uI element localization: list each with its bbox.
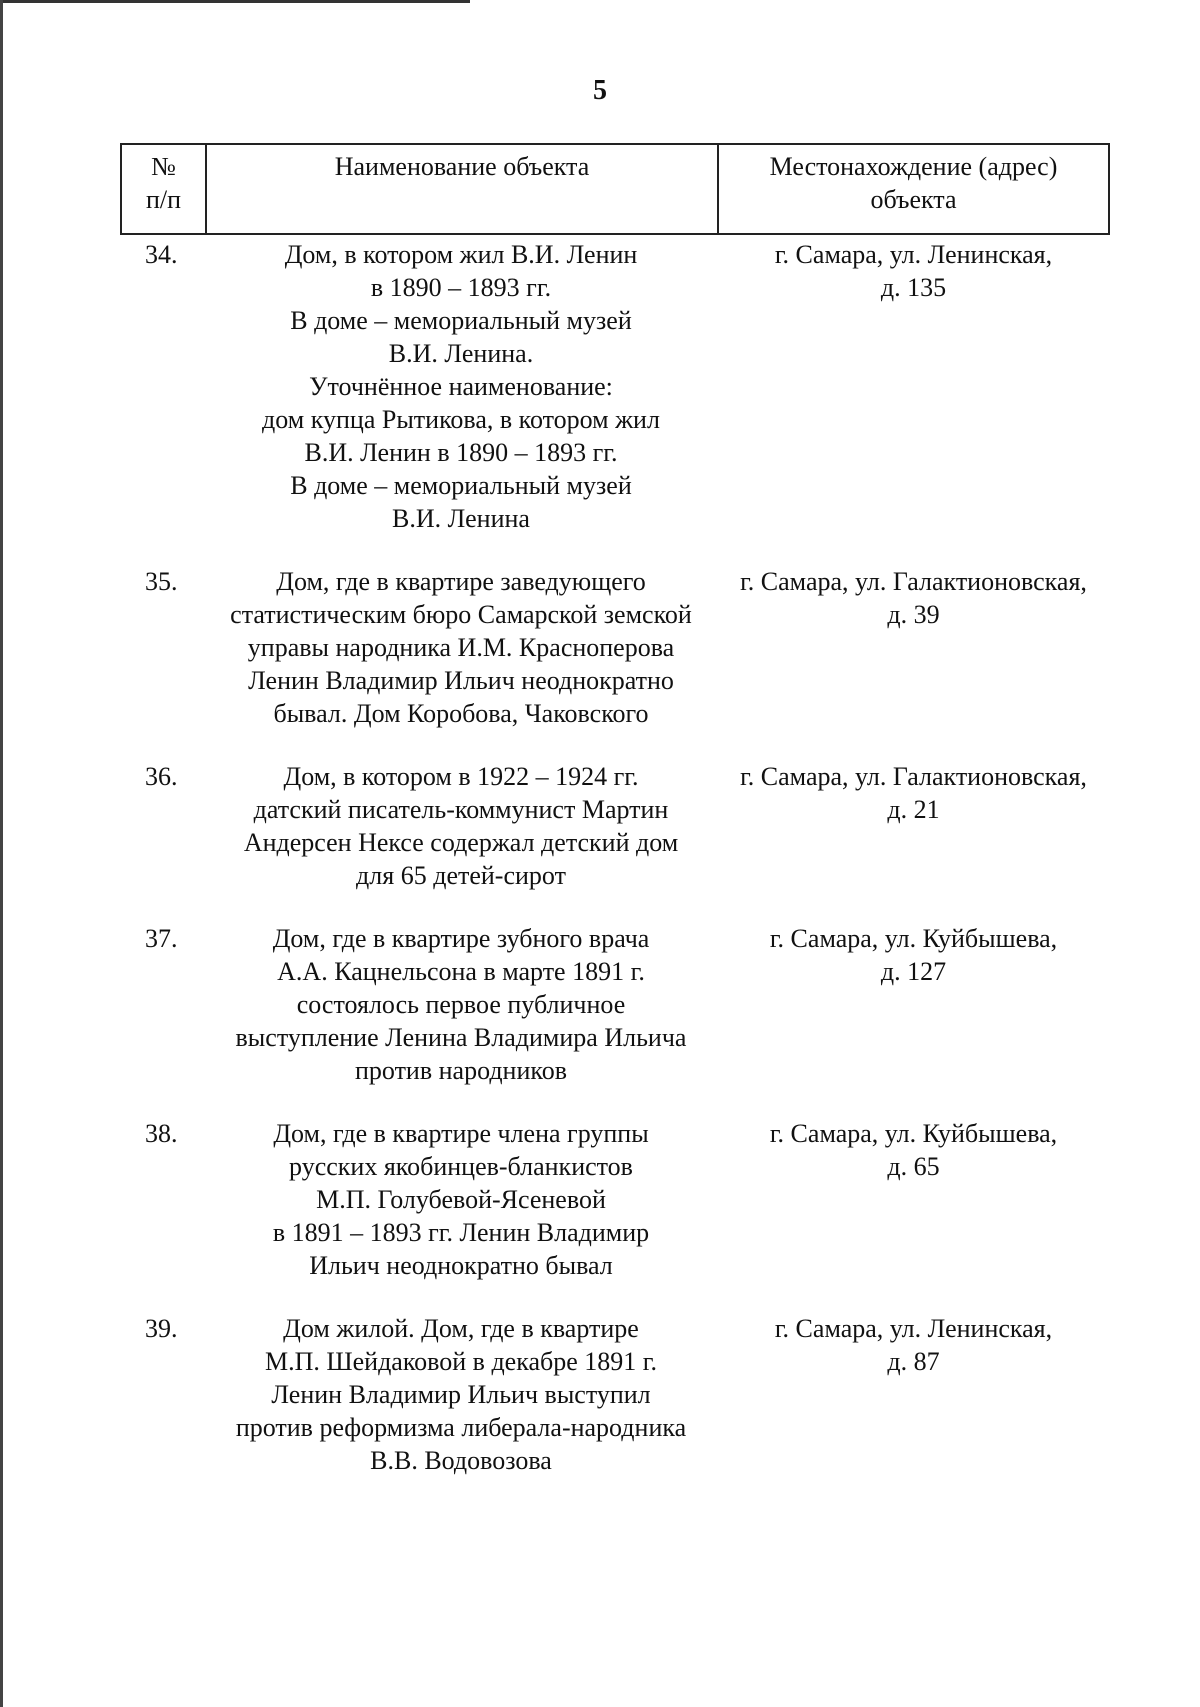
object-address xyxy=(717,922,1110,1087)
row-number: 38. xyxy=(145,1119,178,1148)
object-name-line: Дом, где в квартире члена группы xyxy=(273,1119,649,1148)
object-name-line: Дом, в котором в 1922 – 1924 гг. xyxy=(283,762,639,791)
page-number: 5 xyxy=(593,75,607,106)
table-row xyxy=(120,565,1110,730)
header-text: № xyxy=(151,152,176,181)
object-name-line: Дом, где в квартире заведующего xyxy=(276,567,646,596)
object-address xyxy=(717,1312,1110,1477)
object-name-line: бывал. Дом Коробова, Чаковского xyxy=(273,699,649,728)
object-name-line: состоялось первое публичное xyxy=(296,990,626,1019)
object-address xyxy=(717,238,1110,535)
table-row xyxy=(120,922,1110,1087)
object-name-line: Дом жилой. Дом, где в квартире xyxy=(283,1314,639,1343)
object-name-line: Ленин Владимир Ильич неоднократно xyxy=(248,666,674,695)
object-name-line: в 1891 – 1893 гг. Ленин Владимир xyxy=(272,1218,650,1247)
object-address-line: г. Самара, ул. Ленинская, xyxy=(774,240,1053,269)
object-name xyxy=(205,565,717,730)
object-address-line: г. Самара, ул. Куйбышева, xyxy=(769,1119,1058,1148)
scan-edge-top xyxy=(0,0,470,3)
object-name-line: дом купца Рытикова, в котором жил xyxy=(262,405,660,434)
object-address-line: г. Самара, ул. Куйбышева, xyxy=(769,924,1058,953)
object-name-line: для 65 детей-сирот xyxy=(356,861,566,890)
row-number: 36. xyxy=(145,762,178,791)
object-name-line: против народников xyxy=(355,1056,567,1085)
object-address-line: д. 135 xyxy=(880,273,947,302)
scan-edge-left xyxy=(0,0,3,1707)
object-name-line: Андерсен Нексе содержал детский дом xyxy=(243,828,679,857)
object-name-line: статистическим бюро Самарской земской xyxy=(230,600,692,629)
object-address xyxy=(717,760,1110,892)
header-number-column xyxy=(122,145,207,233)
object-name-line: М.П. Голубевой-Ясеневой xyxy=(316,1185,606,1214)
object-name-line: Уточнённое наименование: xyxy=(309,372,613,401)
object-name-line: Дом, где в квартире зубного врача xyxy=(272,924,650,953)
row-number: 34. xyxy=(145,240,178,269)
object-address xyxy=(717,565,1110,730)
header-text: Местонахождение (адрес) xyxy=(769,152,1058,181)
object-name xyxy=(205,1312,717,1477)
object-address-line: д. 87 xyxy=(887,1347,940,1376)
object-name-line: выступление Ленина Владимира Ильича xyxy=(235,1023,687,1052)
object-address-line: г. Самара, ул. Галактионовская, xyxy=(740,762,1087,791)
object-name-line: управы народника И.М. Красноперова xyxy=(247,633,675,662)
object-address-line: д. 127 xyxy=(880,957,947,986)
object-name-line: Ленин Владимир Ильич выступил xyxy=(271,1380,651,1409)
object-name-line: В доме – мемориальный музей xyxy=(290,306,632,335)
header-address-column xyxy=(719,145,1108,233)
object-address-line: д. 21 xyxy=(887,795,940,824)
row-number: 39. xyxy=(145,1314,178,1343)
header-text: п/п xyxy=(145,185,182,214)
object-name-line: А.А. Кацнельсона в марте 1891 г. xyxy=(277,957,645,986)
object-name-line: Дом, в котором жил В.И. Ленин xyxy=(284,240,638,269)
object-name-line: В.И. Ленина xyxy=(392,504,530,533)
header-text: Наименование объекта xyxy=(334,152,590,181)
object-name-line: В.И. Ленина. xyxy=(388,339,534,368)
header-text: объекта xyxy=(870,185,957,214)
table-body xyxy=(120,235,1110,1477)
object-name-line: в 1890 – 1893 гг. xyxy=(370,273,552,302)
table-row xyxy=(120,1312,1110,1477)
object-name xyxy=(205,238,717,535)
object-name-line: В.В. Водовозова xyxy=(370,1446,552,1475)
table-row xyxy=(120,235,1110,535)
row-number: 37. xyxy=(145,924,178,953)
object-address-line: г. Самара, ул. Ленинская, xyxy=(774,1314,1053,1343)
object-name-line: В.И. Ленин в 1890 – 1893 гг. xyxy=(304,438,618,467)
object-name-line: русских якобинцев-бланкистов xyxy=(289,1152,633,1181)
object-address xyxy=(717,1117,1110,1282)
row-number: 35. xyxy=(145,567,178,596)
object-name xyxy=(205,760,717,892)
object-name-line: М.П. Шейдаковой в декабре 1891 г. xyxy=(265,1347,657,1376)
object-address-line: г. Самара, ул. Галактионовская, xyxy=(740,567,1087,596)
object-name xyxy=(205,922,717,1087)
object-name-line: В доме – мемориальный музей xyxy=(290,471,632,500)
object-address-line: д. 39 xyxy=(887,600,940,629)
object-name xyxy=(205,1117,717,1282)
object-address-line: д. 65 xyxy=(887,1152,940,1181)
table-row xyxy=(120,1117,1110,1282)
object-name-line: Ильич неоднократно бывал xyxy=(309,1251,613,1280)
object-name-line: датский писатель-коммунист Мартин xyxy=(253,795,669,824)
object-name-line: против реформизма либерала-народника xyxy=(235,1413,687,1442)
header-name-column xyxy=(207,145,719,233)
table-row xyxy=(120,760,1110,892)
table-header xyxy=(120,143,1110,235)
